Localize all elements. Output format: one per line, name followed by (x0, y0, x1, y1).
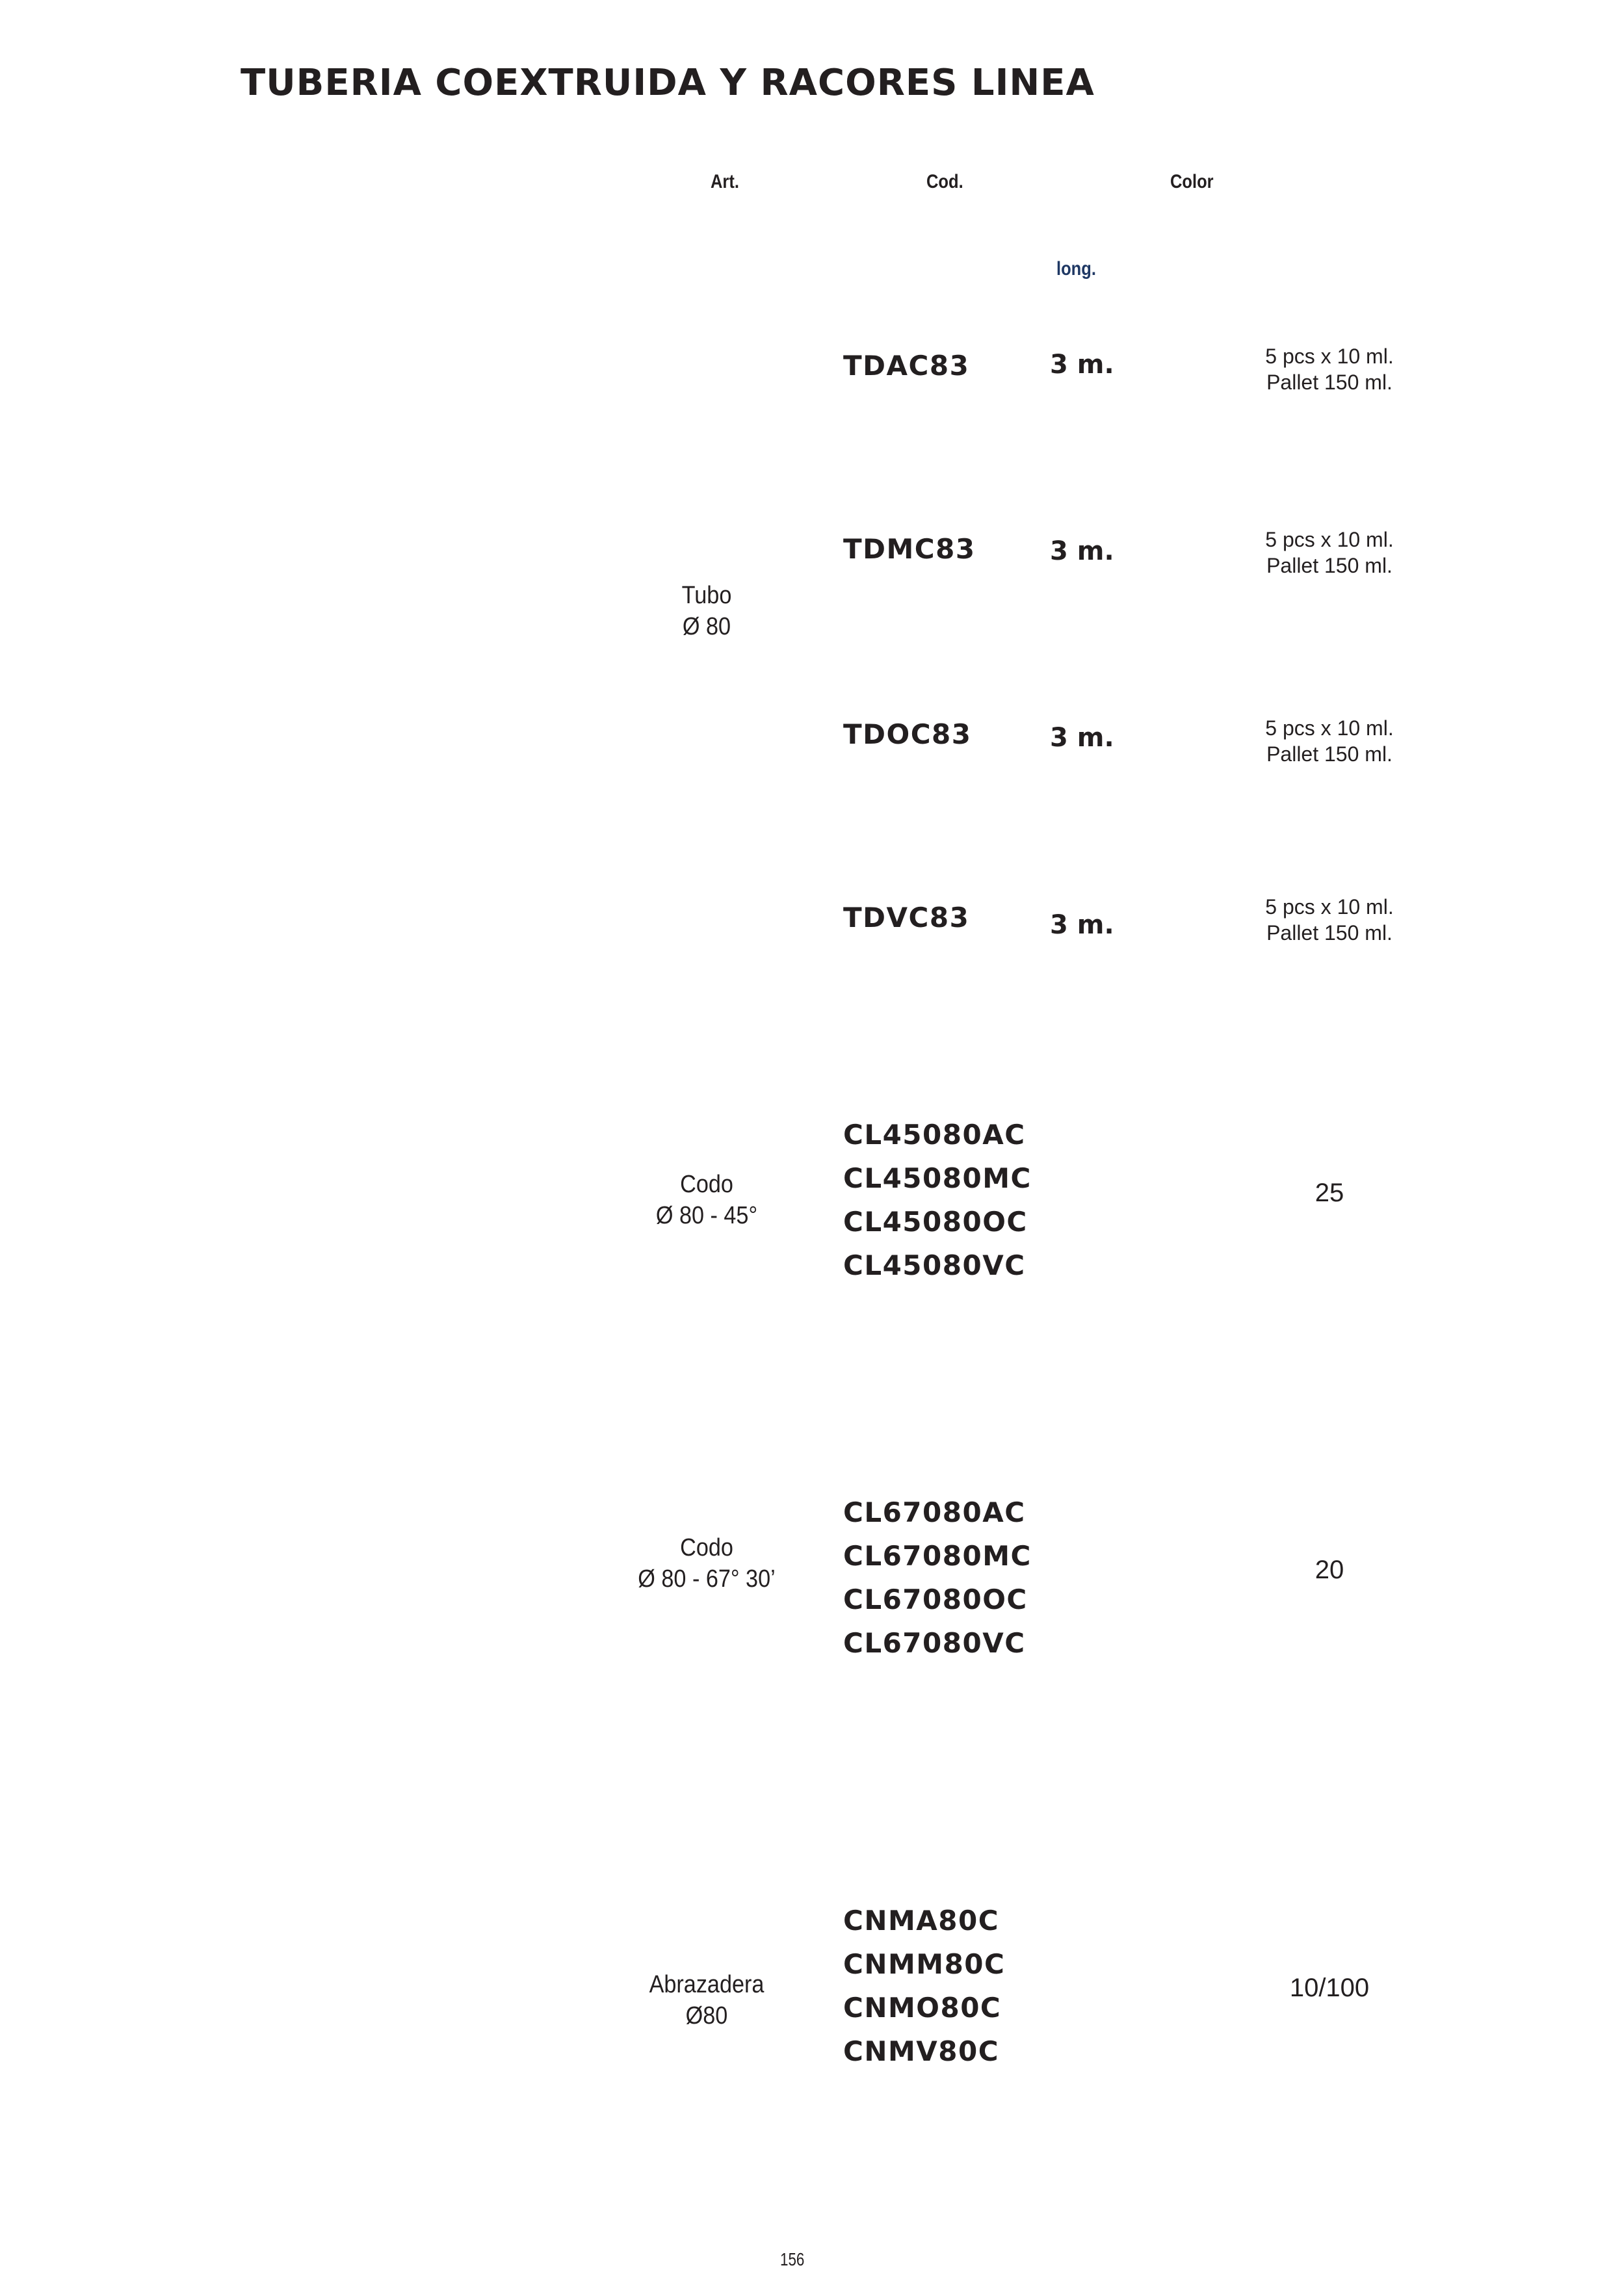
pack-line: Pallet 150 ml. (1266, 742, 1393, 766)
tube-article (590, 580, 824, 642)
tube-code: TDVC83 (843, 902, 970, 933)
page-number: 156 (780, 2249, 805, 2269)
code-item: CL67080OC (843, 1584, 1028, 1615)
article-line: Ø80 (685, 2002, 728, 2029)
tube-code: TDMC83 (843, 533, 976, 565)
codo-67-quantity: 20 (1315, 1556, 1344, 1584)
tube-packaging (1232, 715, 1427, 767)
pack-line: Pallet 150 ml. (1266, 554, 1393, 577)
article-line: Codo (680, 1534, 733, 1561)
header-color: Color (1170, 171, 1214, 192)
codo-67-code-list (843, 1491, 1032, 1665)
article-line: Abrazadera (649, 1971, 765, 1998)
article-line: Ø 80 - 67° 30’ (638, 1565, 776, 1593)
header-long: long. (1056, 258, 1096, 280)
code-item: CNMV80C (843, 2035, 1000, 2067)
article-line: Ø 80 (682, 613, 731, 640)
tube-code: TDAC83 (843, 350, 970, 382)
article-line: Codo (680, 1171, 733, 1198)
page-title: TUBERIA COEXTRUIDA Y RACORES LINEA (241, 62, 1095, 104)
abrazadera-code-list (843, 1899, 1005, 2073)
code-item: CL45080VC (843, 1249, 1026, 1281)
pack-line: 5 pcs x 10 ml. (1265, 528, 1394, 551)
tube-length: 3 m. (1050, 536, 1114, 566)
code-item: CNMO80C (843, 1992, 1002, 2024)
code-item: CL67080MC (843, 1540, 1032, 1572)
tube-length: 3 m. (1050, 723, 1114, 753)
codo-45-article (590, 1169, 824, 1231)
code-item: CL45080MC (843, 1162, 1032, 1194)
codo-45-quantity: 25 (1315, 1179, 1344, 1207)
tube-length: 3 m. (1050, 350, 1114, 380)
tube-packaging (1232, 527, 1427, 579)
article-line: Tubo (681, 582, 732, 609)
codo-67-article (590, 1532, 824, 1595)
tube-code: TDOC83 (843, 718, 972, 750)
tube-packaging (1232, 894, 1427, 946)
header-cod: Cod. (926, 171, 963, 192)
header-art: Art. (711, 171, 739, 192)
pack-line: 5 pcs x 10 ml. (1265, 345, 1394, 368)
pack-line: Pallet 150 ml. (1266, 921, 1393, 945)
tube-length: 3 m. (1050, 910, 1114, 940)
tube-packaging (1232, 343, 1427, 395)
pack-line: Pallet 150 ml. (1266, 371, 1393, 394)
code-item: CL67080AC (843, 1496, 1026, 1528)
abrazadera-quantity: 10/100 (1289, 1974, 1370, 2002)
code-item: CL67080VC (843, 1627, 1026, 1659)
codo-45-code-list (843, 1113, 1032, 1287)
code-item: CNMM80C (843, 1948, 1006, 1980)
pack-line: 5 pcs x 10 ml. (1265, 716, 1394, 740)
abrazadera-article (590, 1969, 824, 2031)
pack-line: 5 pcs x 10 ml. (1265, 895, 1394, 919)
article-line: Ø 80 - 45° (655, 1202, 758, 1229)
code-item: CL45080AC (843, 1119, 1026, 1151)
code-item: CL45080OC (843, 1206, 1028, 1238)
code-item: CNMA80C (843, 1905, 1000, 1937)
